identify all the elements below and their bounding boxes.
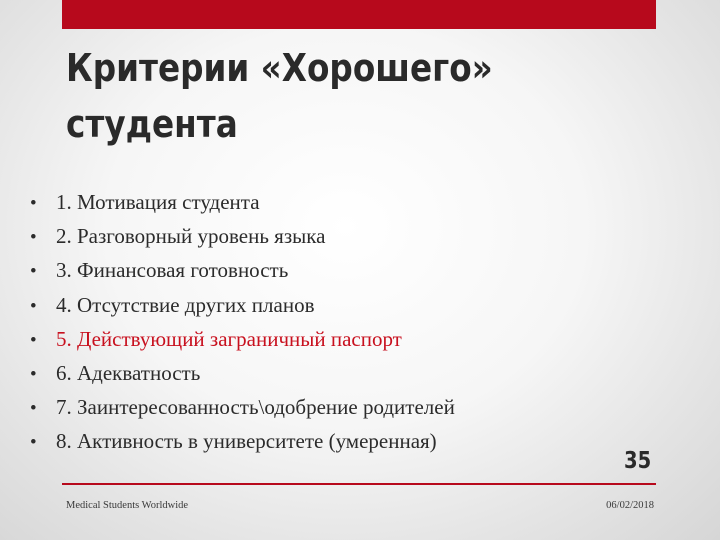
list-item-text: 6. Адекватность xyxy=(56,360,201,385)
list-item xyxy=(30,356,455,390)
bullet-icon: • xyxy=(30,398,37,420)
bullet-icon: • xyxy=(30,329,37,351)
list-item xyxy=(30,185,455,219)
footer-divider xyxy=(62,483,656,485)
list-item xyxy=(30,253,455,287)
criteria-list xyxy=(30,185,455,459)
list-item xyxy=(30,288,455,322)
list-item xyxy=(30,219,455,253)
list-item-text: 3. Финансовая готовность xyxy=(56,258,289,283)
list-item xyxy=(30,424,455,458)
slide-title xyxy=(66,40,582,152)
bullet-icon: • xyxy=(30,432,37,454)
list-item-text: 7. Заинтересованность\одобрение родителей xyxy=(56,395,455,420)
list-item-text: 4. Отсутствие других планов xyxy=(56,292,315,317)
list-item-text: 8. Активность в университете (умеренная) xyxy=(56,429,437,454)
list-item-highlighted xyxy=(30,322,455,356)
bullet-icon: • xyxy=(30,261,37,283)
list-item-text: 2. Разговорный уровень языка xyxy=(56,224,326,249)
footer-organization: Medical Students Worldwide xyxy=(66,500,189,511)
top-accent-bar xyxy=(62,0,656,29)
list-item xyxy=(30,390,455,424)
footer-date: 06/02/2018 xyxy=(606,500,654,511)
title-line-2: студента xyxy=(66,102,238,146)
bullet-icon: • xyxy=(30,295,37,317)
list-item-text: 5. Действующий заграничный паспорт xyxy=(56,326,402,351)
title-line-1: Критерии «Хорошего» xyxy=(66,46,493,90)
bullet-icon: • xyxy=(30,363,37,385)
page-number: 35 xyxy=(624,448,652,474)
bullet-icon: • xyxy=(30,227,37,249)
bullet-icon: • xyxy=(30,193,37,214)
list-item-text: 1. Мотивация студента xyxy=(56,190,260,214)
